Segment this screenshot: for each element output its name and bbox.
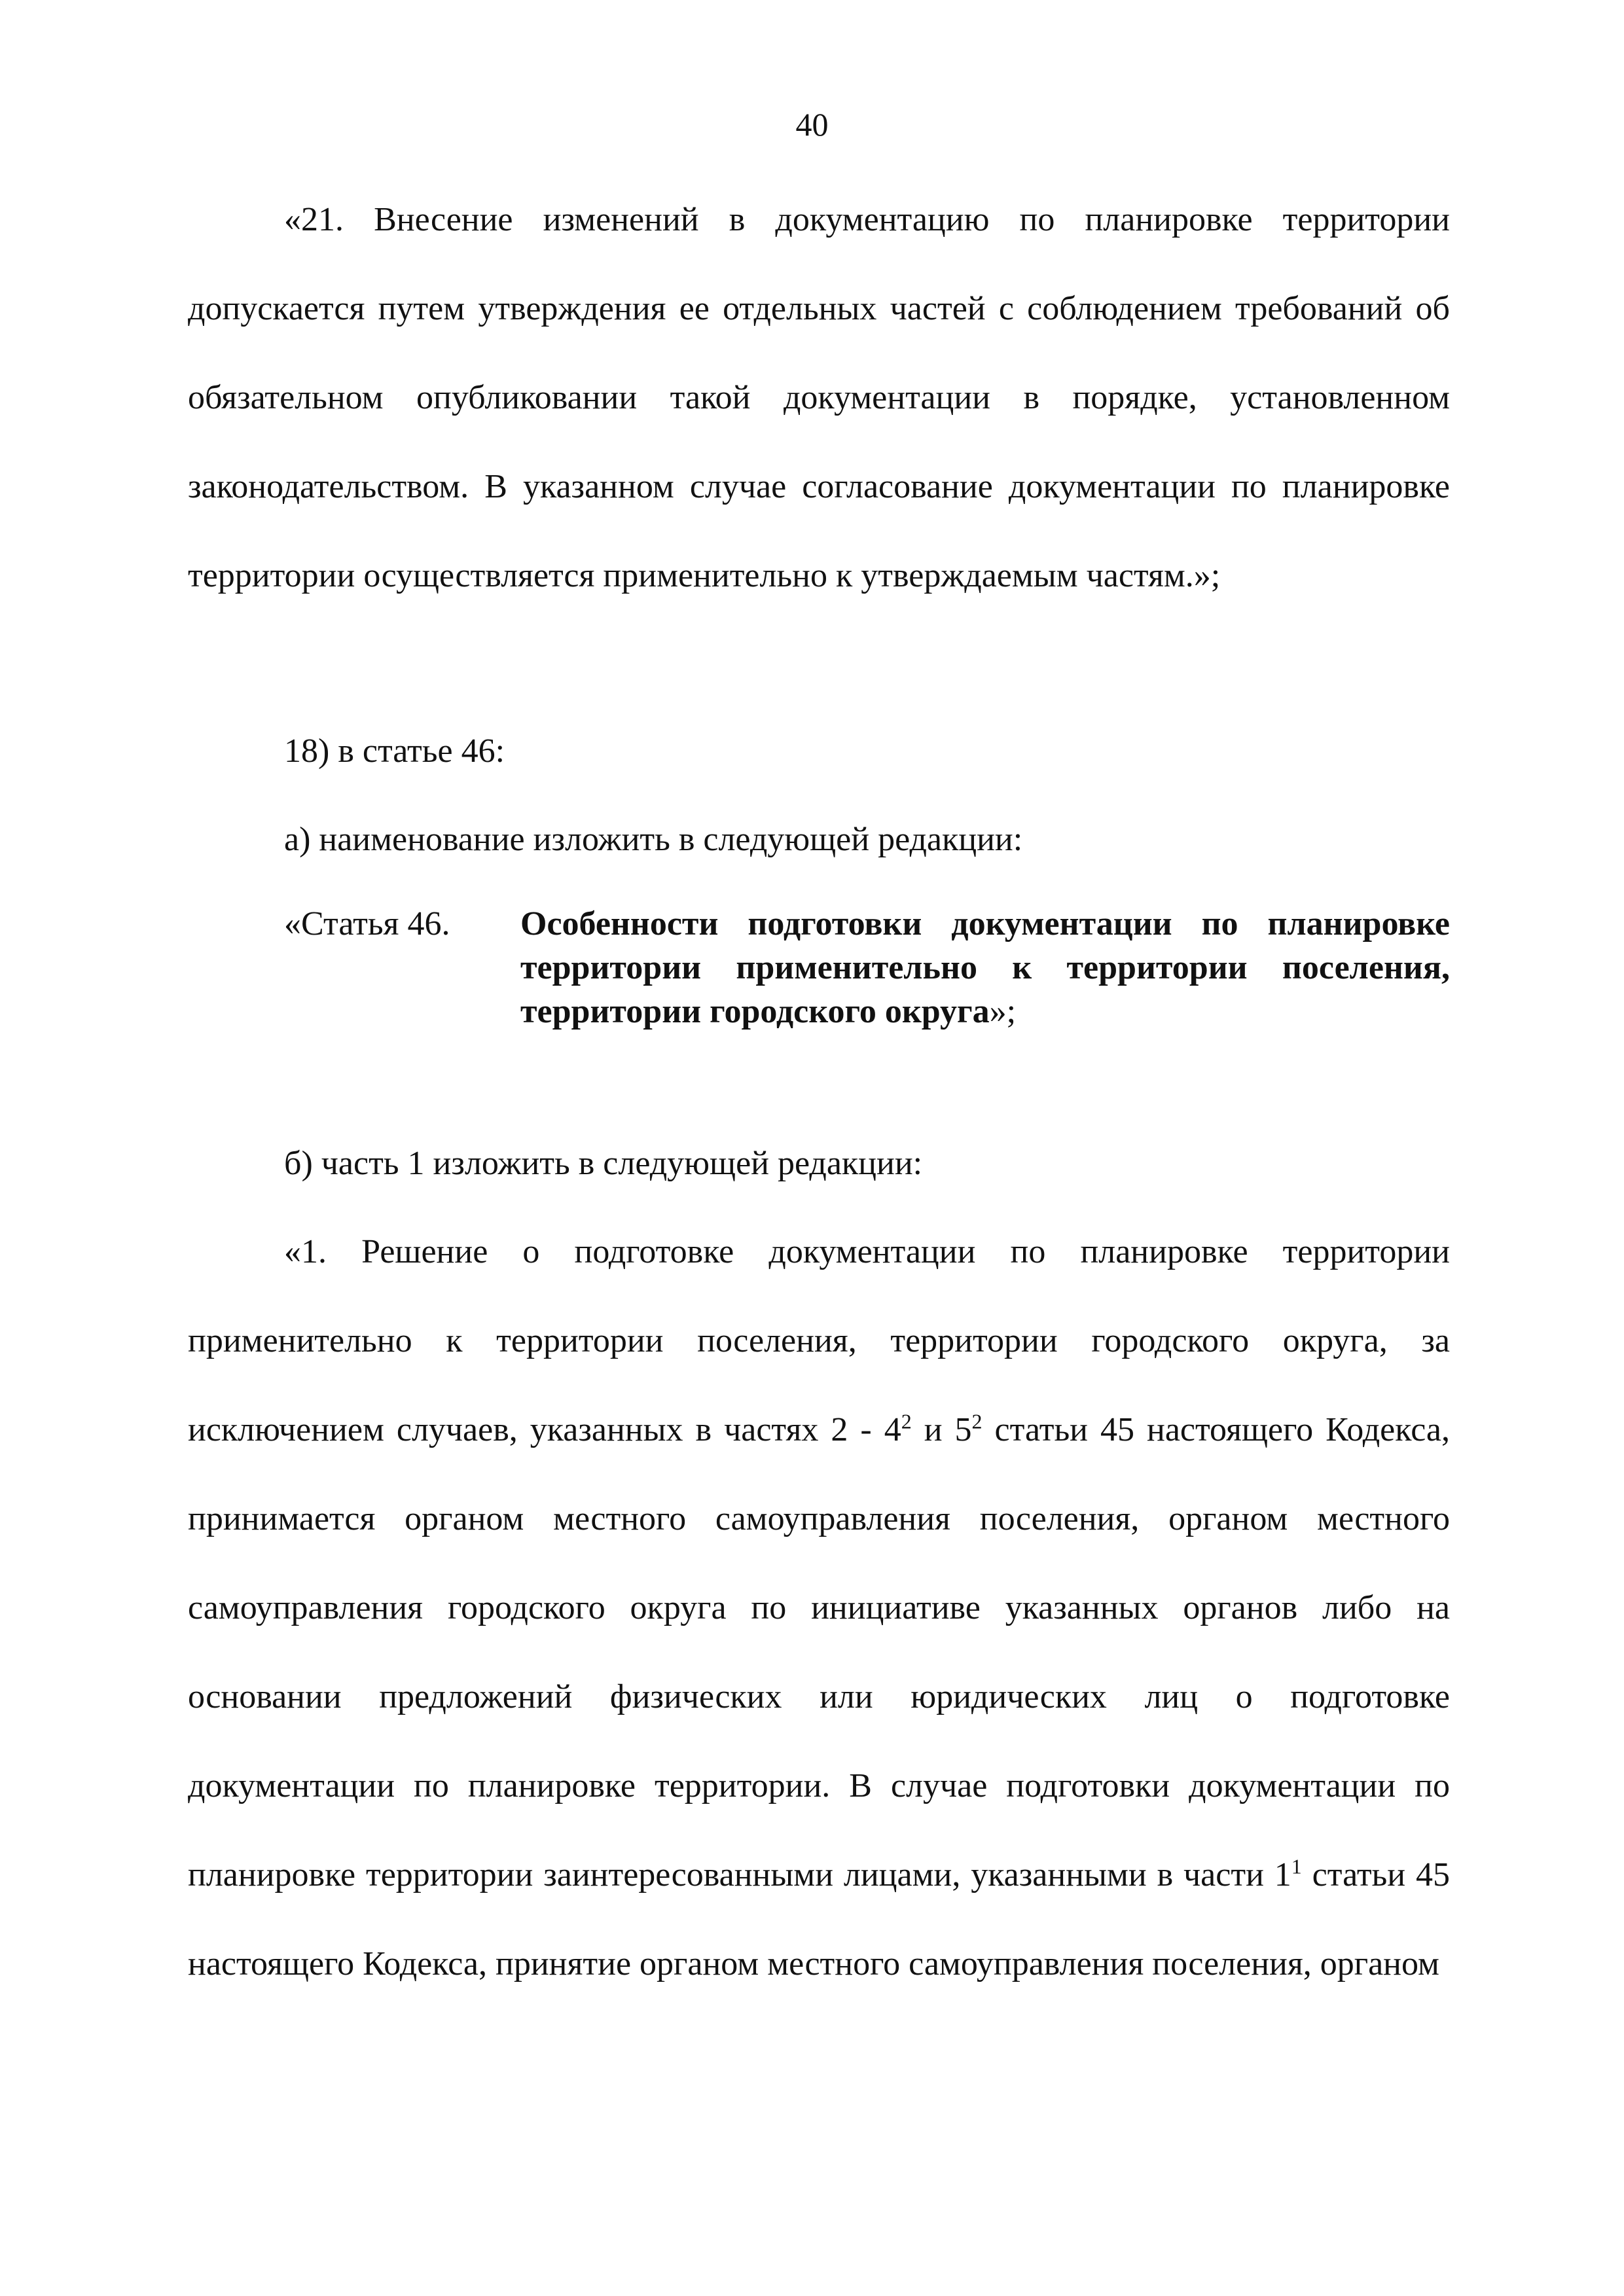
article-closing: »; [989,993,1017,1030]
part-1-text-4: статьи 45 настоящего Кодекса, принятие органом местного самоуправления поселения, органом [188,1856,1450,1982]
page-number: 40 [795,106,829,143]
part-1-text-3: статьи 45 настоящего Кодекса, принимается органом местного самоуправления поселения, органом местного самоуправления городского округа по инициативе указанных органов либо на основании предложений физических или юридических лиц о подготовке документации по планировке территории. В случае подготовки документации по планировке территории заинтересованными лицами, указанными в части 1 [188,1411,1451,1893]
item-a: а) наименование изложить в следующей редакции: [284,821,1023,858]
superscript: 2 [971,1409,983,1433]
article-label: «Статья 46. [284,905,450,942]
part-1-paragraph [188,1208,1450,2009]
item-b: б) часть 1 изложить в следующей редакции: [284,1145,923,1182]
superscript: 2 [901,1409,912,1433]
article-title: Особенности подготовки документации по планировке территории применительно к территории поселения, территории городского округа [520,905,1450,1030]
part-1-text-2: и 5 [911,1411,972,1448]
superscript: 1 [1291,1854,1302,1878]
paragraph-21: «21. Внесение изменений в документацию по планировке территории допускается путем утверждения ее отдельных частей с соблюдением требований об обязательном опубликовании такой документации в порядке, установленном законодательством. В указанном случае согласование документации по планировке территории осуществляется применительно к утверждаемым частям.»; [188,201,1450,594]
item-18: 18) в статье 46: [284,732,505,770]
part-1-text-1: «1. Решение о подготовке документации по планировке территории применительно к территории поселения, территории городского округа, за исключением случаев, указанных в частях 2 - 4 [188,1233,1450,1448]
article-title-block [520,902,1450,1033]
